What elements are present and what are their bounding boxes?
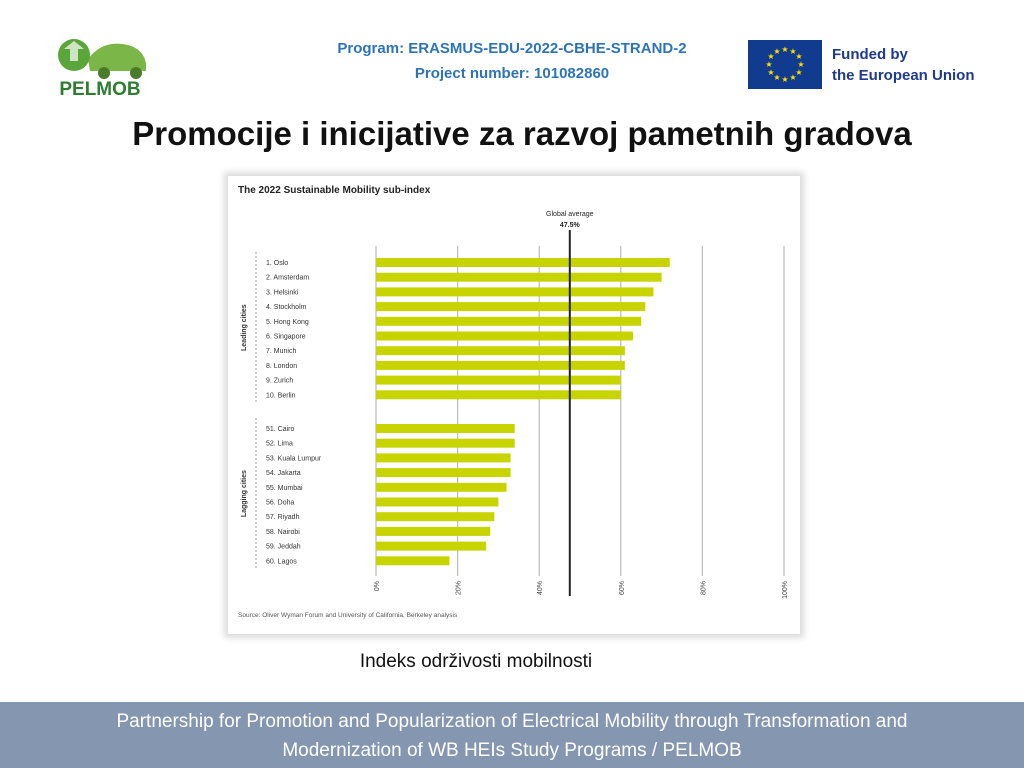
bar bbox=[376, 512, 494, 521]
city-label: 4. Stockholm bbox=[266, 304, 307, 312]
logo-text: PELMOB bbox=[59, 79, 141, 99]
city-label: 60. Lagos bbox=[266, 558, 297, 566]
city-label: 9. Zurich bbox=[266, 377, 294, 385]
bar bbox=[376, 376, 621, 385]
city-label: 57. Riyadh bbox=[266, 514, 300, 522]
footer-banner bbox=[0, 702, 1024, 768]
eu-line-1: Funded by bbox=[832, 46, 908, 63]
svg-text:★: ★ bbox=[773, 47, 781, 56]
city-label: 10. Berlin bbox=[266, 392, 296, 400]
city-label: 52. Lima bbox=[266, 440, 293, 448]
city-label: 3. Helsinki bbox=[266, 289, 299, 297]
bar bbox=[376, 317, 641, 326]
program-label: Program: ERASMUS-EDU-2022-CBHE-STRAND-2 bbox=[337, 40, 687, 57]
city-label: 56. Doha bbox=[266, 499, 295, 507]
bar bbox=[376, 332, 633, 341]
bar bbox=[376, 542, 486, 551]
bar bbox=[376, 346, 625, 355]
svg-text:★: ★ bbox=[767, 52, 775, 61]
city-label: 55. Mumbai bbox=[266, 484, 303, 492]
svg-text:★: ★ bbox=[795, 52, 803, 61]
city-label: 58. Nairobi bbox=[266, 528, 300, 536]
x-tick-label: 20% bbox=[455, 581, 463, 596]
city-label: 54. Jakarta bbox=[266, 470, 301, 478]
eu-line-2: the European Union bbox=[832, 67, 975, 84]
bar bbox=[376, 439, 515, 448]
eu-funding-text bbox=[832, 44, 975, 86]
bar bbox=[376, 424, 515, 433]
footer-line-2: Modernization of WB HEIs Study Programs / PELMOB bbox=[282, 740, 742, 761]
global-average-label: Global average bbox=[546, 211, 594, 218]
city-label: 6. Singapore bbox=[266, 333, 306, 341]
svg-text:★: ★ bbox=[789, 73, 797, 82]
city-label: 8. London bbox=[266, 362, 298, 370]
city-label: 2. Amsterdam bbox=[266, 274, 310, 282]
city-label: 51. Cairo bbox=[266, 426, 295, 433]
bar bbox=[376, 273, 662, 282]
bar bbox=[376, 498, 498, 507]
eu-funding-badge bbox=[748, 40, 998, 90]
sustainable-mobility-chart bbox=[228, 176, 800, 634]
svg-text:★: ★ bbox=[773, 73, 781, 82]
svg-text:★: ★ bbox=[781, 45, 789, 54]
bar bbox=[376, 483, 507, 492]
bar bbox=[376, 453, 511, 462]
bar bbox=[376, 302, 645, 311]
slide-title: Promocije i inicijative za razvoj pametnih gradova bbox=[132, 115, 912, 152]
svg-text:★: ★ bbox=[767, 68, 775, 77]
x-tick-label: 0% bbox=[374, 581, 381, 592]
group-label: Leading cities bbox=[241, 304, 248, 351]
bar bbox=[376, 556, 449, 565]
svg-text:★: ★ bbox=[789, 47, 797, 56]
city-label: 53. Kuala Lumpur bbox=[266, 455, 322, 463]
svg-text:★: ★ bbox=[795, 68, 803, 77]
svg-text:★: ★ bbox=[781, 75, 789, 84]
x-tick-label: 80% bbox=[700, 581, 708, 596]
chart-caption: Indeks održivosti mobilnosti bbox=[359, 651, 593, 672]
city-label: 5. Hong Kong bbox=[266, 318, 309, 326]
global-average-value: 47.5% bbox=[559, 222, 580, 229]
x-tick-label: 40% bbox=[537, 581, 545, 596]
bar bbox=[376, 287, 653, 296]
bar bbox=[376, 390, 621, 399]
bar bbox=[376, 468, 511, 477]
footer-line-1: Partnership for Promotion and Popularization of Electrical Mobility through Transformation and bbox=[116, 711, 908, 732]
x-tick-label: 60% bbox=[618, 581, 626, 596]
bar bbox=[376, 361, 625, 370]
x-tick-label: 100% bbox=[782, 581, 789, 599]
svg-text:★: ★ bbox=[797, 60, 805, 69]
project-number-label: Project number: 101082860 bbox=[414, 65, 610, 82]
eu-flag-icon bbox=[748, 40, 822, 89]
chart-title: The 2022 Sustainable Mobility sub-index bbox=[238, 185, 431, 196]
chart-source: Source: Oliver Wyman Forum and University of California, Berkeley analysis bbox=[238, 612, 458, 619]
city-label: 7. Munich bbox=[266, 348, 297, 356]
bar bbox=[376, 258, 670, 267]
bar bbox=[376, 527, 490, 536]
chart-svg bbox=[228, 176, 800, 634]
group-label: Lagging cities bbox=[241, 470, 248, 518]
city-label: 1. Oslo bbox=[266, 260, 289, 267]
city-label: 59. Jeddah bbox=[266, 543, 301, 551]
svg-text:★: ★ bbox=[765, 60, 773, 69]
